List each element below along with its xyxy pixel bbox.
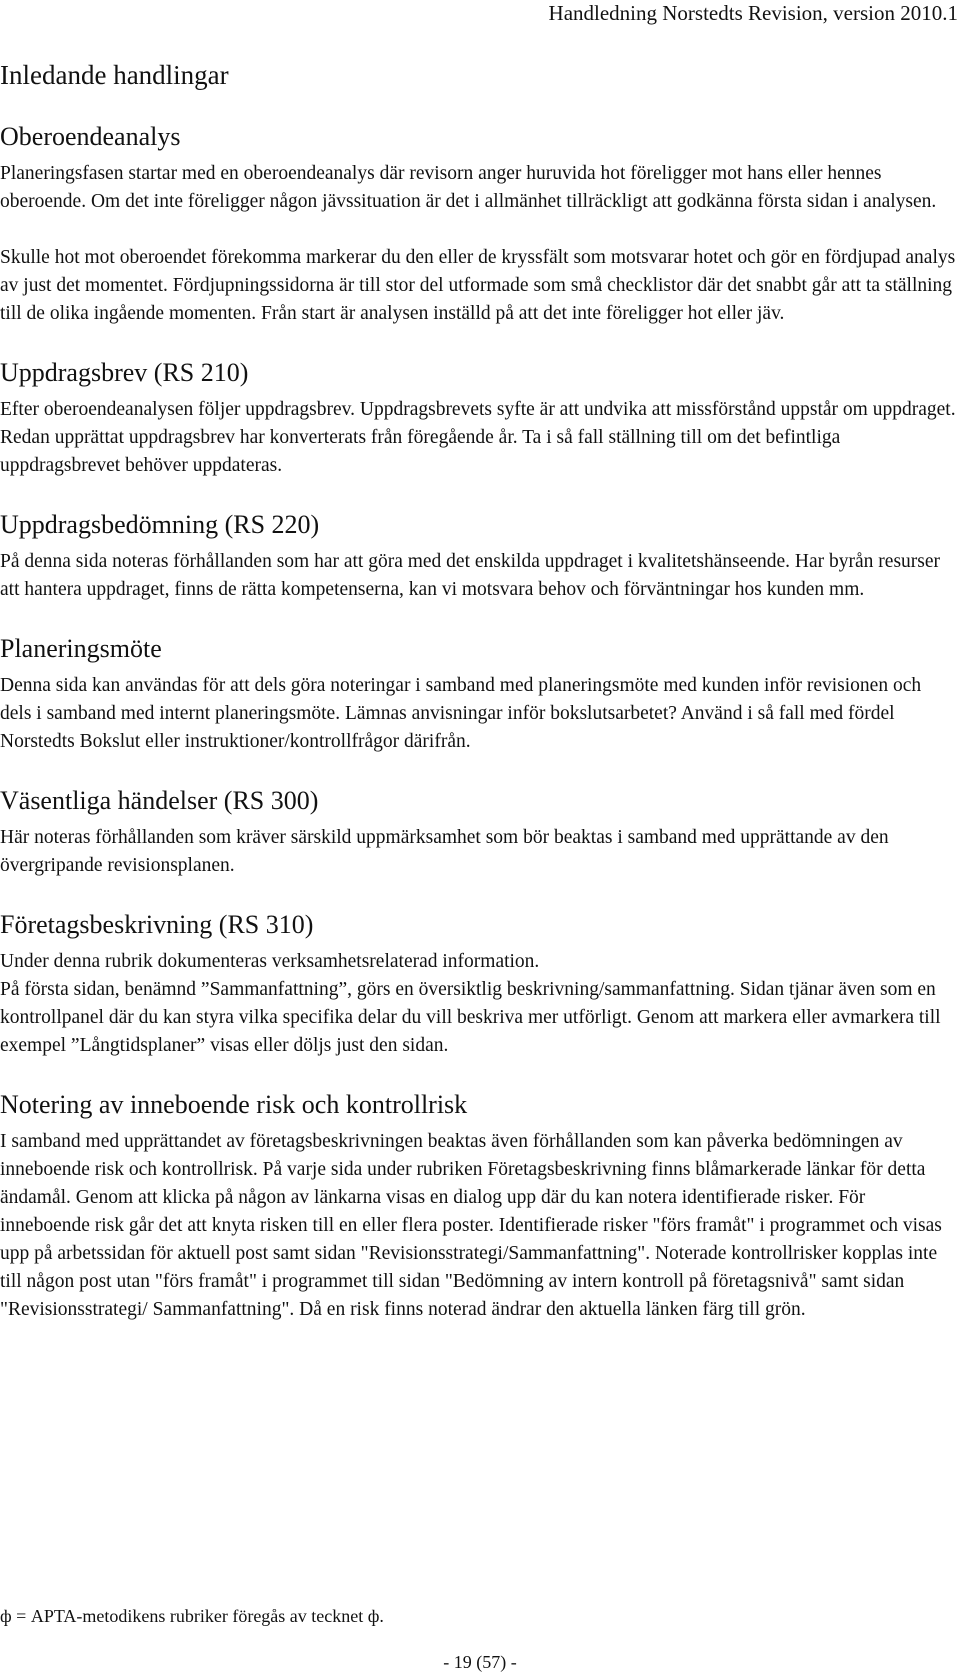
page-number: - 19 (57) - <box>443 1652 517 1672</box>
section-paragraph: Denna sida kan användas för att dels göra noteringar i samband med planeringsmöte med kunden inför revisionen och dels i samband med internt planeringsmöte. Lämnas anvisningar inför bokslutsarbetet? Använd i så fall med fördel Norstedts Bokslut eller instruktioner/kontrollfrågor därifrån. <box>0 675 922 752</box>
section-paragraph: Under denna rubrik dokumenteras verksamhetsrelaterad information. <box>0 951 540 972</box>
section-heading: Oberoendeanalys <box>0 122 181 151</box>
section-paragraph: På första sidan, benämnd ”Sammanfattning”, görs en översiktlig beskrivning/sammanfattning. Sidan tjänar även som en kontrollpanel där du kan styra vilka specifika delar du vill beskriva mer utförligt. Genom att markera eller avmarkera till exempel ”Långtidsplaner” visas eller döljs just den sidan. <box>0 979 941 1056</box>
section-heading: Företagsbeskrivning (RS 310) <box>0 910 314 939</box>
section-uppdragsbedomning <box>0 508 956 604</box>
running-header: Handledning Norstedts Revision, version 2010.1 <box>548 1 958 25</box>
section-paragraph: Skulle hot mot oberoendet förekomma markerar du den eller de kryssfält som motsvarar hotet och gör en fördjupad analys av just det momentet. Fördjupningssidorna är till stor del utformade som små checklistor där det snabbt går att ta ställning till de olika ingående momenten. Från start är analysen inställd på att det inte föreligger hot eller jäv. <box>0 247 956 324</box>
section-heading: Uppdragsbedömning (RS 220) <box>0 510 320 539</box>
section-paragraph: I samband med upprättandet av företagsbeskrivningen beaktas även förhållanden som kan påverka bedömningen av inneboende risk och kontrollrisk. På varje sida under rubriken Företagsbeskrivning finns blåmarkerade länkar för detta ändamål. Genom att klicka på någon av länkarna visas en dialog upp där du kan notera identifierade risker. För inneboende risk går det att knyta risken till en eller flera poster. Identifierade risker "förs framåt" i programmet och visas upp på arbetssidan för aktuell post samt sidan "Revisionsstrategi/Sammanfattning". Noterade kontrollrisker kopplas inte till någon post utan "förs framåt" i programmet till sidan "Bedömning av intern kontroll på företagsnivå" samt sidan "Revisionsstrategi/ Sammanfattning". Då en risk finns noterad ändrar den aktuella länken färg till grön. <box>0 1131 942 1320</box>
section-paragraph: Planeringsfasen startar med en oberoendeanalys där revisorn anger huruvida hot föreligger mot hans eller hennes oberoende. Om det inte föreligger någon jävssituation är det i allmänhet tillräckligt att godkänna första sidan i analysen. <box>0 163 937 212</box>
section-paragraph: Efter oberoendeanalysen följer uppdragsbrev. Uppdragsbrevets syfte är att undvika att missförstånd uppstår om uppdraget. Redan upprättat uppdragsbrev har konverterats från föregående år. Ta i så fall ställning till om det befintliga uppdragsbrevet behöver uppdateras. <box>0 399 956 476</box>
section-notering-risk <box>0 1088 956 1324</box>
section-paragraph: På denna sida noteras förhållanden som har att göra med det enskilda uppdraget i kvalitetshänseende. Har byrån resurser att hantera uppdraget, finns de rätta kompetenserna, kan vi motsvara behov och förväntningar hos kunden mm. <box>0 551 941 600</box>
section-uppdragsbrev <box>0 356 956 480</box>
section-planeringsmote <box>0 632 956 756</box>
section-paragraph: Här noteras förhållanden som kräver särskild uppmärksamhet som bör beaktas i samband med upprättande av den övergripande revisionsplanen. <box>0 827 889 876</box>
section-oberoendeanalys <box>0 120 956 328</box>
main-heading: Inledande handlingar <box>0 60 229 90</box>
section-heading: Notering av inneboende risk och kontrollrisk <box>0 1090 468 1119</box>
section-heading: Planeringsmöte <box>0 634 162 663</box>
section-vasentliga-handelser <box>0 784 956 880</box>
footnote: ф = APTA-metodikens rubriker föregås av tecknet ф. <box>0 1606 384 1626</box>
document-body <box>0 58 956 1352</box>
section-heading: Väsentliga händelser (RS 300) <box>0 786 319 815</box>
section-heading: Uppdragsbrev (RS 210) <box>0 358 249 387</box>
section-foretagsbeskrivning <box>0 908 956 1060</box>
